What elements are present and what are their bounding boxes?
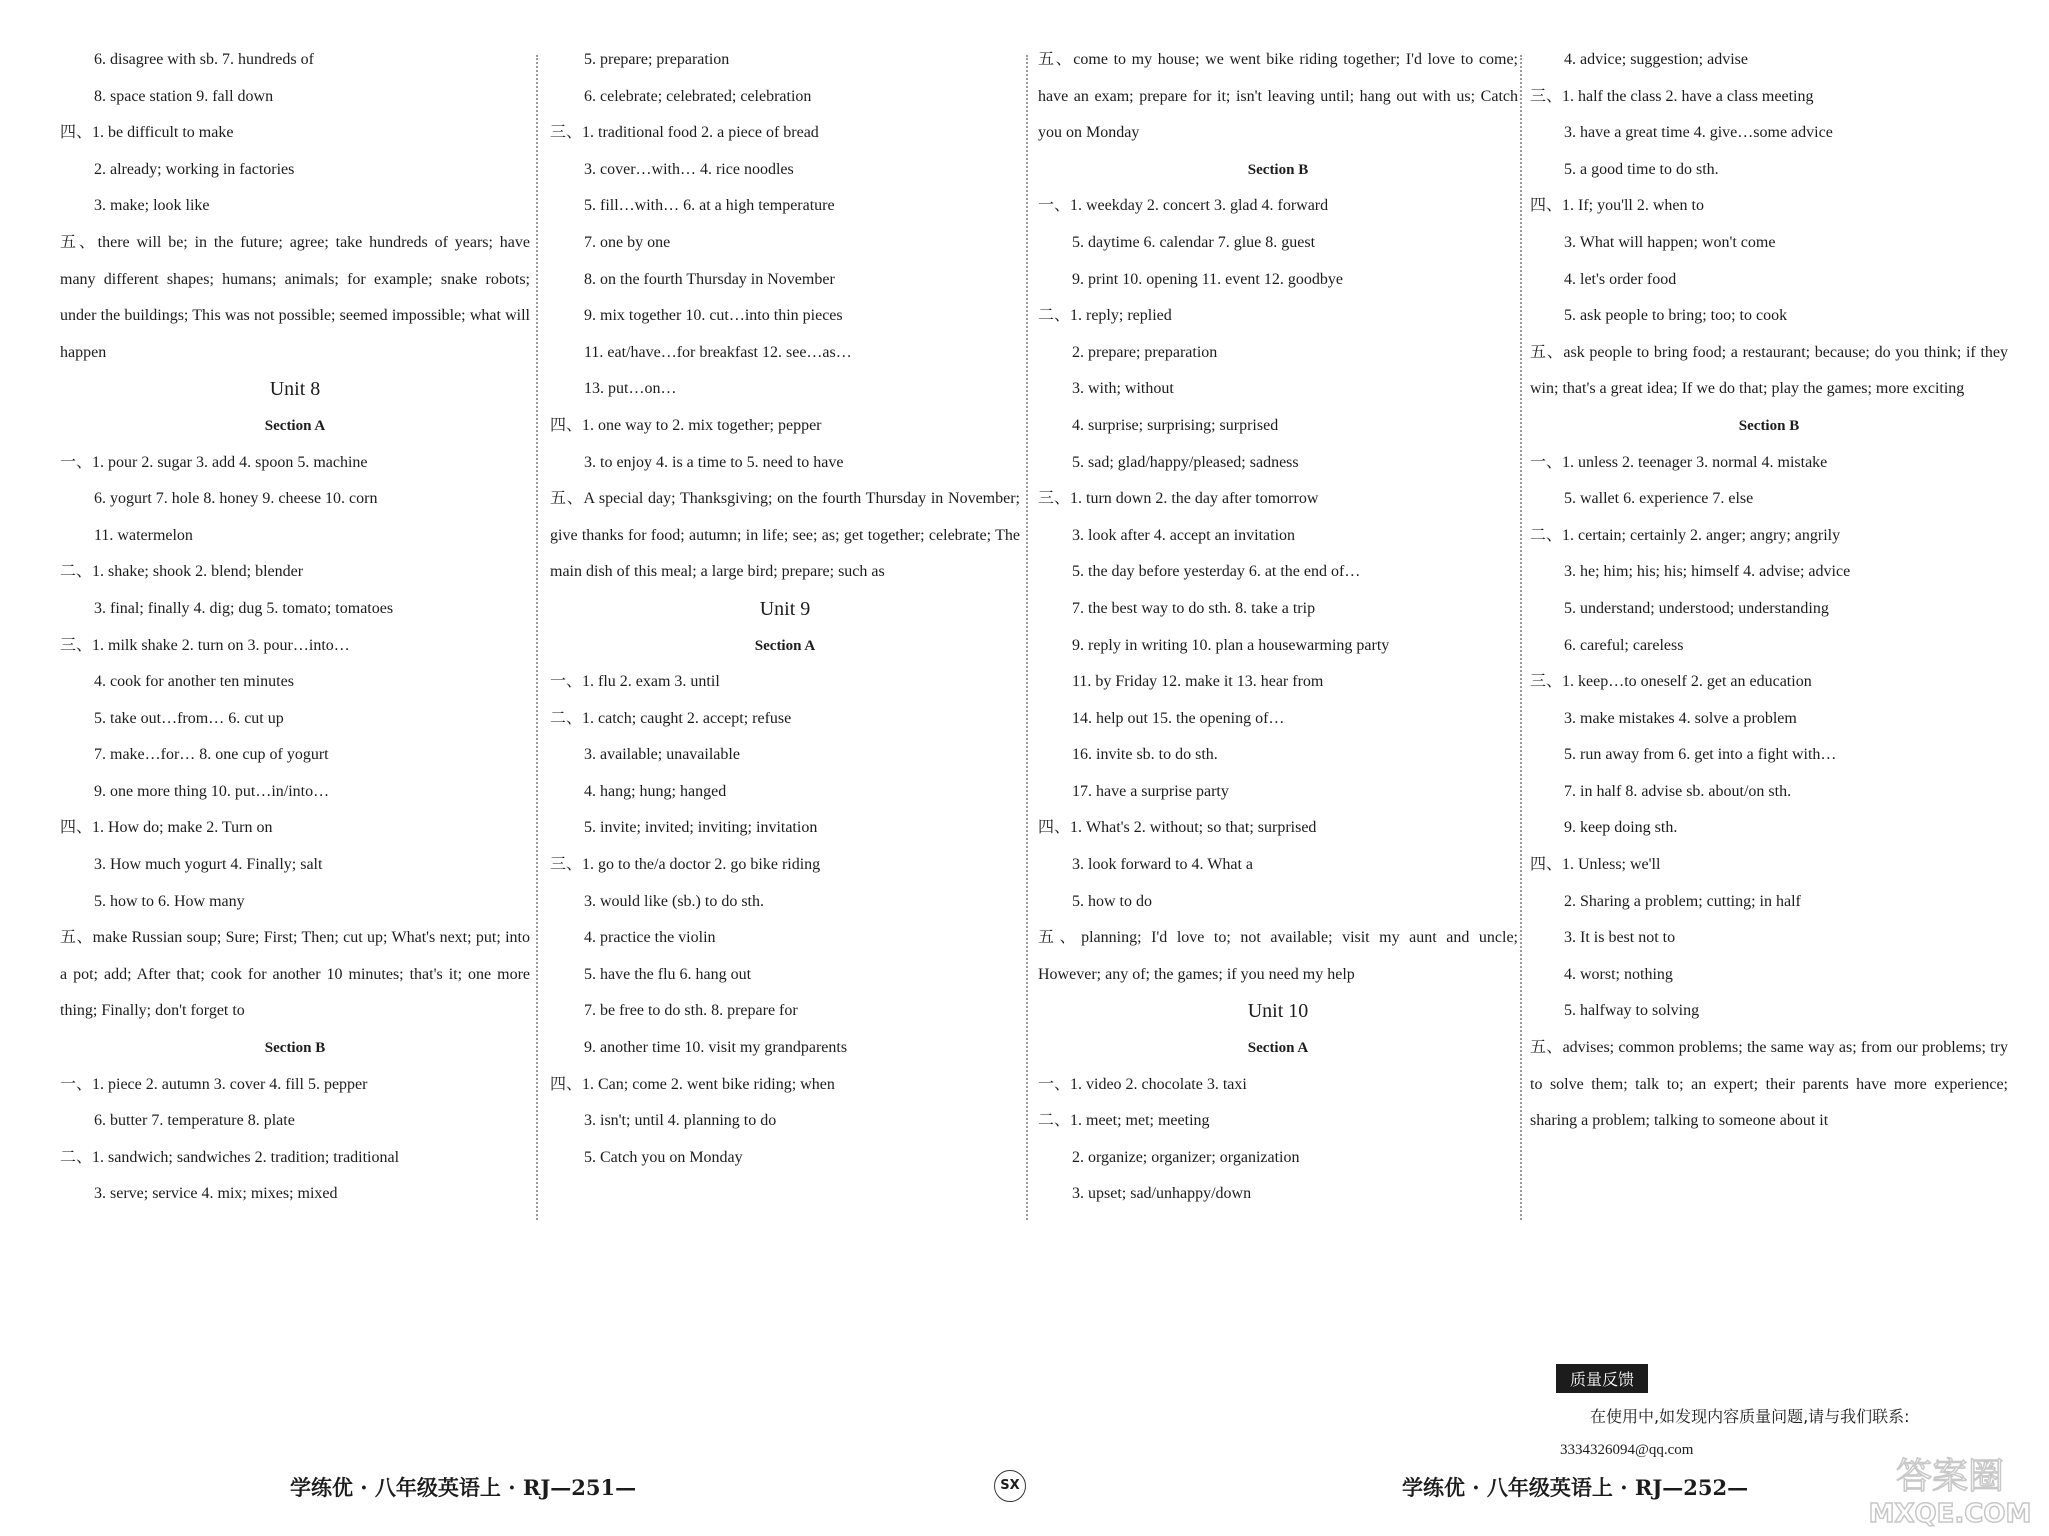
answer-line: 5. how to do — [1072, 892, 1152, 910]
answer-line: 三、1. traditional food 2. a piece of bread — [550, 124, 819, 142]
answer-line: 二、1. certain; certainly 2. anger; angry; angrily — [1530, 526, 1841, 544]
answer-line: 3. isn't; until 4. planning to do — [584, 1112, 777, 1130]
answer-line: 二、1. meet; met; meeting — [1038, 1112, 1210, 1130]
answer-line: 6. butter 7. temperature 8. plate — [94, 1112, 295, 1130]
answer-line: 四、1. What's 2. without; so that; surprised — [1038, 819, 1317, 837]
column-divider — [1520, 55, 1522, 1220]
answer-line: 5. a good time to do sth. — [1564, 160, 1719, 178]
unit-heading: Unit 9 — [759, 597, 811, 620]
answer-line: 11. watermelon — [94, 526, 193, 544]
answer-line: 五、planning; I'd love to; not available; visit my aunt and uncle; However; any of; the games; if you need my help — [1038, 929, 1518, 983]
answer-column-4 — [1530, 42, 2008, 1140]
answer-line: 三、1. keep…to oneself 2. get an education — [1530, 673, 1812, 691]
page-footer-left: 学练优 · 八年级英语上 · RJ—251— — [290, 1475, 637, 1500]
answer-line: 5. ask people to bring; too; to cook — [1564, 307, 1788, 325]
answer-line: 9. keep doing sth. — [1564, 819, 1678, 837]
answer-line: 5. have the flu 6. hang out — [584, 965, 752, 983]
answer-line: 一、1. flu 2. exam 3. until — [550, 673, 720, 691]
answer-line: 5. run away from 6. get into a fight with… — [1564, 746, 1837, 764]
answer-line: 5. sad; glad/happy/pleased; sadness — [1072, 453, 1299, 471]
section-heading: Section A — [754, 637, 816, 654]
answer-line: 3. to enjoy 4. is a time to 5. need to have — [584, 453, 844, 471]
answer-line: 3. How much yogurt 4. Finally; salt — [94, 856, 323, 874]
answer-line: 14. help out 15. the opening of… — [1072, 709, 1285, 727]
answer-line: 3. What will happen; won't come — [1564, 233, 1776, 251]
answer-line: 五、come to my house; we went bike riding together; I'd love to come; have an exam; prepare for it; isn't leaving until; hang out with us; Catch you on Monday — [1038, 51, 1518, 142]
answer-line: 三、1. milk shake 2. turn on 3. pour…into… — [60, 636, 350, 654]
answer-line: 3. look forward to 4. What a — [1072, 856, 1253, 874]
answer-line: 3. final; finally 4. dig; dug 5. tomato; tomatoes — [94, 599, 394, 617]
answer-line: 3. serve; service 4. mix; mixes; mixed — [94, 1185, 338, 1203]
answer-line: 5. invite; invited; inviting; invitation — [584, 819, 818, 837]
answer-column-2 — [550, 42, 1020, 1176]
answer-line: 3. cover…with… 4. rice noodles — [584, 160, 794, 178]
feedback-badge: 质量反馈 — [1556, 1364, 1648, 1393]
answer-line: 五、ask people to bring food; a restaurant; because; do you think; if they win; that's a great idea; If we do that; play the games; more exciting — [1530, 343, 2008, 398]
answer-line: 9. one more thing 10. put…in/into… — [94, 782, 330, 800]
answer-line: 二、1. reply; replied — [1038, 307, 1172, 325]
answer-line: 13. put…on… — [584, 380, 677, 398]
answer-line: 6. disagree with sb. 7. hundreds of — [94, 51, 314, 68]
answer-line: 5. fill…with… 6. at a high temperature — [584, 197, 835, 215]
answer-line: 5. daytime 6. calendar 7. glue 8. guest — [1072, 233, 1316, 251]
answer-line: 三、1. go to the/a doctor 2. go bike riding — [550, 856, 821, 874]
answer-line: 7. one by one — [584, 233, 671, 251]
answer-line: 3. available; unavailable — [584, 746, 740, 764]
answer-line: 二、1. sandwich; sandwiches 2. tradition; traditional — [60, 1148, 400, 1166]
section-heading: Section B — [1247, 161, 1309, 178]
answer-line: 8. space station 9. fall down — [94, 87, 274, 105]
answer-line: 四、1. How do; make 2. Turn on — [60, 819, 273, 837]
answer-line: 2. Sharing a problem; cutting; in half — [1564, 892, 1801, 910]
answer-line: 4. hang; hung; hanged — [584, 782, 727, 800]
answer-line: 11. eat/have…for breakfast 12. see…as… — [584, 343, 852, 361]
answer-line: 11. by Friday 12. make it 13. hear from — [1072, 673, 1324, 691]
answer-line: 四、1. Can; come 2. went bike riding; when — [550, 1075, 835, 1093]
section-heading: Section A — [264, 417, 326, 434]
answer-line: 5. understand; understood; understanding — [1564, 599, 1829, 617]
answer-line: 4. let's order food — [1564, 270, 1677, 288]
answer-line: 6. careful; careless — [1564, 636, 1684, 654]
answer-line: 7. be free to do sth. 8. prepare for — [584, 1002, 798, 1020]
answer-line: 6. celebrate; celebrated; celebration — [584, 87, 812, 105]
answer-line: 4. practice the violin — [584, 929, 716, 947]
answer-line: 9. print 10. opening 11. event 12. goodbye — [1072, 270, 1343, 288]
answer-line: 五、make Russian soup; Sure; First; Then; cut up; What's next; put; into a pot; add; After that; cook for another 10 minutes; that's it; one more thing; Finally; don't forget to — [60, 929, 530, 1020]
publisher-logo: SX — [994, 1470, 1026, 1502]
answer-line: 五、A special day; Thanksgiving; on the fourth Thursday in November; give thanks for food; autumn; in life; see; as; get together; celebrate; The main dish of this meal; a large bird; prepare; such as — [550, 490, 1020, 581]
answer-line: 二、1. catch; caught 2. accept; refuse — [550, 709, 792, 727]
answer-line: 9. another time 10. visit my grandparents — [584, 1039, 848, 1057]
answer-line: 四、1. Unless; we'll — [1530, 856, 1661, 874]
unit-heading: Unit 10 — [1247, 1000, 1309, 1023]
answer-line: 一、1. unless 2. teenager 3. normal 4. mistake — [1530, 453, 1828, 471]
answer-line: 5. the day before yesterday 6. at the end of… — [1072, 563, 1361, 581]
answer-line: 7. make…for… 8. one cup of yogurt — [94, 746, 329, 764]
answer-line: 16. invite sb. to do sth. — [1072, 746, 1218, 764]
answer-line: 9. mix together 10. cut…into thin pieces — [584, 307, 843, 325]
answer-line: 4. cook for another ten minutes — [94, 673, 294, 691]
answer-line: 5. wallet 6. experience 7. else — [1564, 490, 1754, 508]
answer-line: 3. would like (sb.) to do sth. — [584, 892, 764, 910]
answer-line: 5. take out…from… 6. cut up — [94, 709, 284, 727]
answer-line: 6. yogurt 7. hole 8. honey 9. cheese 10. corn — [94, 490, 378, 508]
answer-line: 3. upset; sad/unhappy/down — [1072, 1185, 1252, 1203]
answer-line: 4. surprise; surprising; surprised — [1072, 416, 1279, 434]
column-divider — [1026, 55, 1028, 1220]
page-footer-right: 学练优 · 八年级英语上 · RJ—252— — [1402, 1475, 1749, 1500]
answer-line: 四、1. If; you'll 2. when to — [1530, 197, 1704, 215]
answer-line: 5. how to 6. How many — [94, 892, 245, 910]
section-heading: Section A — [1247, 1040, 1309, 1057]
answer-line: 4. advice; suggestion; advise — [1564, 51, 1748, 68]
answer-line: 3. make; look like — [94, 197, 210, 215]
answer-line: 四、1. one way to 2. mix together; pepper — [550, 416, 822, 434]
answer-column-1 — [60, 42, 530, 1213]
answer-line: 一、1. weekday 2. concert 3. glad 4. forward — [1038, 197, 1329, 215]
answer-line: 7. in half 8. advise sb. about/on sth. — [1564, 782, 1792, 800]
answer-line: 7. the best way to do sth. 8. take a trip — [1072, 599, 1316, 617]
feedback-email: 3334326094@qq.com — [1560, 1442, 1694, 1458]
unit-heading: Unit 8 — [269, 378, 321, 401]
answer-line: 3. make mistakes 4. solve a problem — [1564, 709, 1797, 727]
feedback-text: 在使用中,如发现内容质量问题,请与我们联系: — [1590, 1407, 1910, 1426]
section-heading: Section B — [1738, 417, 1800, 434]
answer-line: 9. reply in writing 10. plan a housewarming party — [1072, 636, 1390, 654]
answer-line: 五、there will be; in the future; agree; take hundreds of years; have many different shapes; humans; animals; for example; snake robots; under the buildings; This was not possible; seemed impossible; what will happen — [60, 233, 530, 361]
answer-line: 3. It is best not to — [1564, 929, 1676, 947]
answer-line: 2. prepare; preparation — [1072, 343, 1218, 361]
answer-line: 一、1. piece 2. autumn 3. cover 4. fill 5. pepper — [60, 1075, 368, 1093]
answer-line: 四、1. be difficult to make — [60, 124, 234, 142]
answer-line: 8. on the fourth Thursday in November — [584, 270, 835, 288]
answer-line: 5. prepare; preparation — [584, 51, 730, 68]
answer-line: 一、1. pour 2. sugar 3. add 4. spoon 5. machine — [60, 453, 368, 471]
answer-line: 五、advises; common problems; the same way as; from our problems; try to solve them; talk to; an expert; their parents have more experience; sharing a problem; talking to someone about it — [1530, 1039, 2008, 1130]
answer-line: 5. halfway to solving — [1564, 1002, 1700, 1020]
answer-line: 三、1. half the class 2. have a class meeting — [1530, 87, 1814, 105]
answer-line: 2. organize; organizer; organization — [1072, 1148, 1300, 1166]
answer-column-3 — [1038, 42, 1518, 1213]
column-divider — [536, 55, 538, 1220]
answer-line: 17. have a surprise party — [1072, 782, 1229, 800]
answer-line: 4. worst; nothing — [1564, 965, 1673, 983]
answer-line: 3. with; without — [1072, 380, 1174, 398]
answer-line: 3. he; him; his; his; himself 4. advise; advice — [1564, 563, 1851, 581]
watermark-line1: 答案圈 — [1895, 1456, 2005, 1497]
answer-line: 三、1. turn down 2. the day after tomorrow — [1038, 490, 1319, 508]
watermark-logo — [1860, 1450, 2040, 1530]
answer-line: 3. look after 4. accept an invitation — [1072, 526, 1296, 544]
answer-line: 二、1. shake; shook 2. blend; blender — [60, 563, 304, 581]
section-heading: Section B — [264, 1040, 326, 1057]
watermark-line2: MXQE.COM — [1868, 1499, 2032, 1529]
answer-line: 一、1. video 2. chocolate 3. taxi — [1038, 1075, 1247, 1093]
answer-line: 5. Catch you on Monday — [584, 1148, 743, 1166]
answer-line: 2. already; working in factories — [94, 160, 295, 178]
answer-line: 3. have a great time 4. give…some advice — [1564, 124, 1833, 142]
